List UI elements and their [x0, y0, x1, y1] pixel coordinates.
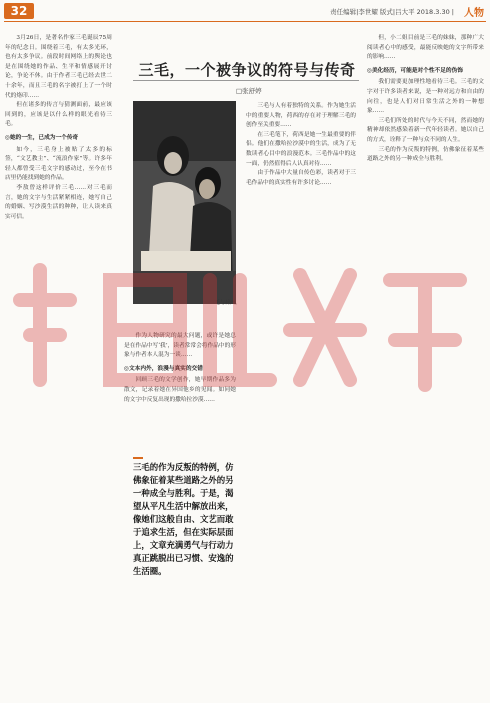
paragraph: 但在诸多的传言与猜测面前，最应该回到的，应该是以什么样的眼光看待三毛。: [5, 102, 112, 128]
article-title: 三毛，一个被争议的符号与传奇: [138, 61, 356, 79]
paragraph: 如今，三毛身上被贴了太多的标签，“文艺教主”、“流浪作家”等。许多年轻人都曾受三毛文字的感动过，至今在书店里仍能找到她的作品。: [5, 146, 112, 182]
paragraph: 三毛的作为反叛的特例，仿佛象征着某些道路之外的另一种成全与胜利。: [367, 146, 484, 163]
paragraph: 李敖曾这样评价三毛……对三毛而言，她的文字与生活紧紧相连，她写自己的婚姻、写沙漠生活的种种，让人读来真实可信。: [5, 184, 112, 220]
pull-quote-text: 三毛的作为反叛的特例，仿佛象征着某些道路之外的另一种成全与胜利。于是，渴望从平凡生活中解放出来，像她们这般自由、文艺而敢于追求生活，但在实际层面上，文章充满勇气与行动力真正跳脱出已习惯、安逸的生活圈。: [133, 462, 234, 576]
section-subheading: ◎文本内外，浪漫与真实的交错: [124, 365, 203, 372]
page-number: 32: [4, 3, 34, 19]
photo-illustration: [133, 101, 236, 304]
paragraph: 由于作品中大量自传色彩，读者对于三毛作品中的真实性有许多讨论……: [246, 170, 356, 186]
paragraph: 三毛们所处的时代与今天不同，然而她的精神却依然感染着新一代年轻读者。她以自己的方式，诠释了一种与众不同的人生。: [367, 117, 484, 143]
article-photo: [133, 101, 236, 304]
header-rule: [4, 21, 486, 22]
paragraph: 我们需要更加理性地看待三毛。三毛的文字对于许多读者来说，是一种对远方和自由的向往，也是人们对日常生活之外的一种想象……: [367, 79, 484, 115]
paragraph: 回顾三毛的文学创作，她早期作品多为散文，记录着她在异国他乡的见闻。如同她的文字中反复出现的撒哈拉沙漠……: [124, 377, 236, 403]
title-rule: [133, 80, 359, 81]
byline: □张舒婷: [236, 87, 262, 95]
paragraph: 作为人物研究的最大问题，或许是她总是在作品中写‘我’，读者常常会将作品中的形象与作者本人混为一谈……: [124, 333, 236, 359]
header-meta: 责任编辑|李世耀 版式|吕大平 2018.3.30 |: [330, 8, 454, 16]
paragraph: 三毛与人有着独特的关系。作为她生活中的重要人物，荷西的存在对于理解三毛的创作至关重要……: [246, 103, 356, 129]
photo-caption: 三毛与荷西。: [210, 300, 241, 306]
section-name: 人物: [464, 8, 484, 19]
section-subheading: ◎她的一生，已成为一个传奇: [5, 134, 79, 141]
pull-quote: [133, 455, 237, 578]
section-subheading: ◎美化经历，可能是对个性不足的伪饰: [367, 67, 463, 74]
article-column-3: [246, 102, 356, 692]
pull-quote-accent: [133, 457, 143, 459]
article-column-4: [367, 34, 484, 692]
article-column-1: [5, 34, 112, 692]
paragraph: 在三毛笔下，荷西是她一生最重要的伴侣。他们在撒哈拉沙漠中的生活，成为了无数读者心目中的浪漫范本。三毛作品中的这一面，仍然值得后人认真对待……: [246, 131, 356, 167]
page-header: [0, 0, 490, 22]
paragraph: 但，小二姐目前是三毛的妹妹，那种广大阅读者心中的感受，最能反映她的文字所带来的影响……: [367, 35, 484, 61]
paragraph: 3月26日，是著名作家三毛诞辰75周年的纪念日。围绕着三毛，有太多光环，也有太多争议。前段时间网络上的舆论也是在围绕她的作品、生平和情感展开讨论，争论不休。由于作者三毛已经去世二十余年，而且三毛的名字被打上了一个时代的烙印……: [5, 35, 112, 99]
